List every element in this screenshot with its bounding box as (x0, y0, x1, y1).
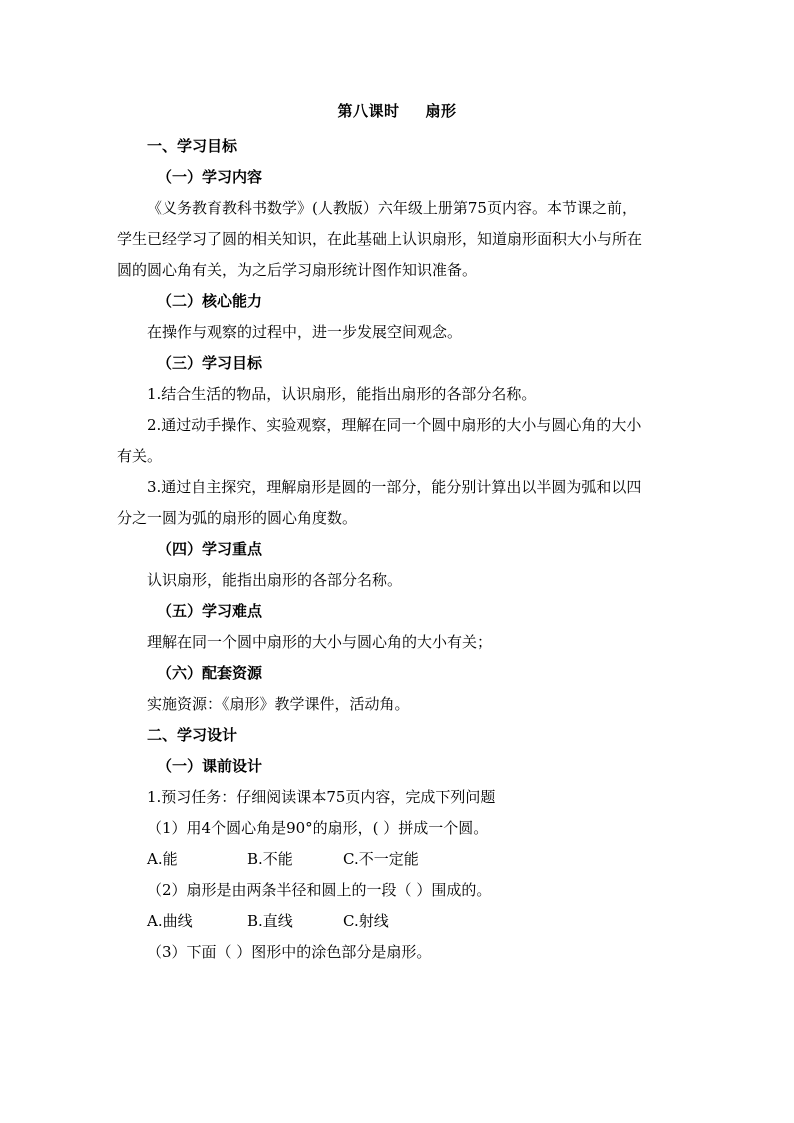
objective-1: 1.结合生活的物品，认识扇形，能指出扇形的各部分名称。 (147, 385, 537, 403)
section-heading-learning-design: 二、学习设计 (147, 726, 238, 744)
subheading-pre-class-design: （一）课前设计 (157, 757, 263, 775)
paragraph-learning-content-line1: 《义务教育教科书数学》(人教版）六年级上册第75页内容。本节课之前， (147, 199, 637, 217)
document-body (117, 131, 682, 968)
subheading-core-ability: （二）核心能力 (157, 292, 263, 310)
question-3: （3）下面（ ）图形中的涂色部分是扇形。 (147, 943, 432, 961)
preview-task: 1.预习任务：仔细阅读课本75页内容，完成下列问题 (147, 788, 496, 806)
subheading-objectives: （三）学习目标 (157, 354, 263, 372)
objective-2-line2: 有关。 (117, 447, 163, 465)
question-2: （2）扇形是由两条半径和圆上的一段（ ）围成的。 (147, 881, 492, 899)
paragraph-difficulties: 理解在同一个圆中扇形的大小与圆心角的大小有关； (147, 633, 493, 651)
question-1: （1）用4个圆心角是90°的扇形，( ）拼成一个圆。 (147, 819, 489, 837)
question-1-option-c: C.不一定能 (343, 850, 419, 868)
question-1-option-a: A.能 (147, 850, 178, 868)
section-heading-learning-goals: 一、学习目标 (147, 137, 238, 155)
lesson-title-part1: 第八课时 (337, 102, 400, 120)
paragraph-resources: 实施资源：《扇形》教学课件，活动角。 (147, 695, 410, 713)
paragraph-core-ability: 在操作与观察的过程中，进一步发展空间观念。 (147, 323, 463, 341)
question-1-option-b: B.不能 (247, 850, 293, 868)
question-2-options (117, 906, 682, 937)
objective-2-line1: 2.通过动手操作、实验观察，理解在同一个圆中扇形的大小与圆心角的大小 (147, 416, 642, 434)
subheading-difficulties: （五）学习难点 (157, 602, 263, 620)
lesson-title-part2: 扇形 (425, 102, 457, 120)
subheading-learning-content: （一）学习内容 (157, 168, 263, 186)
subheading-key-points: （四）学习重点 (157, 540, 263, 558)
subheading-resources: （六）配套资源 (157, 664, 263, 682)
objective-3-line2: 分之一圆为弧的扇形的圆心角度数。 (117, 509, 358, 527)
question-2-option-c: C.射线 (343, 912, 389, 930)
paragraph-learning-content-line3: 圆的圆心角有关，为之后学习扇形统计图作知识准备。 (117, 261, 478, 279)
question-2-option-b: B.直线 (247, 912, 293, 930)
question-1-options (117, 844, 682, 875)
objective-3-line1: 3.通过自主探究，理解扇形是圆的一部分，能分别计算出以半圆为弧和以四 (147, 478, 642, 496)
question-2-option-a: A.曲线 (147, 912, 193, 930)
paragraph-key-points: 认识扇形，能指出扇形的各部分名称。 (147, 571, 403, 589)
paragraph-learning-content-line2: 学生已经学习了圆的相关知识，在此基础上认识扇形，知道扇形面积大小与所在 (117, 230, 643, 248)
lesson-title (0, 100, 794, 121)
